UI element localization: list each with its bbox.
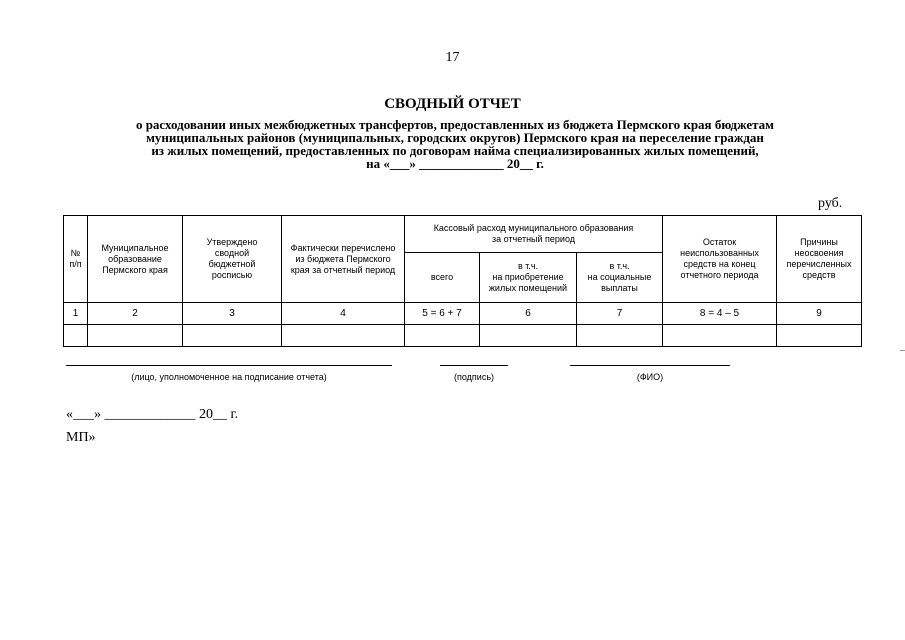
table-cell (405, 325, 480, 347)
header-text: в т.ч. (517, 261, 539, 271)
signature-label: (подпись) (453, 372, 495, 382)
table-cell (480, 325, 577, 347)
column-number-cell: 1 (64, 303, 88, 325)
fio-label: (ФИО) (636, 372, 664, 382)
report-date-line: на «___» _____________ 20__ г. (366, 156, 544, 171)
header-text: средств на конец (683, 259, 756, 269)
header-text: края за отчетный период (290, 264, 396, 275)
header-text: образование (108, 253, 162, 264)
currency-label: руб. (818, 196, 843, 211)
header-cell-reasons (777, 216, 862, 303)
table-header-row (64, 216, 862, 253)
header-text: жилых помещений (488, 283, 568, 293)
report-table (63, 215, 862, 347)
table-cell (64, 325, 88, 347)
header-text: Остаток (702, 237, 737, 247)
table-cell (88, 325, 183, 347)
column-number-cell: 8 = 4 – 5 (663, 303, 777, 325)
table-cell (777, 325, 862, 347)
header-cell-transferred (282, 216, 405, 303)
subtitle-line: муниципальных районов (муниципальных, городских округов) Пермского края на переселение граждан (146, 130, 764, 145)
table-row (64, 325, 862, 347)
header-cell-approved (183, 216, 282, 303)
header-text: выплаты (601, 283, 638, 293)
column-number-cell: 9 (777, 303, 862, 325)
column-number-cell: 4 (282, 303, 405, 325)
header-text: № (70, 248, 81, 258)
header-text: Утверждено (206, 237, 258, 247)
subtitle-line: из жилых помещений, предоставленных по договорам найма специализированных жилых помещений, (151, 143, 759, 158)
header-cell-cash-expense (405, 216, 663, 253)
header-text: Муниципальное (101, 242, 169, 253)
header-text: всего (430, 272, 454, 282)
table-cell (282, 325, 405, 347)
authorized-person-line (66, 365, 392, 366)
header-cell-number (64, 216, 88, 303)
header-cell-municipality (88, 216, 183, 303)
page-number: 17 (445, 50, 460, 65)
signature-line (440, 365, 508, 366)
table-cell (183, 325, 282, 347)
table-number-row (64, 303, 862, 325)
table-cell (663, 325, 777, 347)
header-text: на приобретение (492, 272, 564, 282)
header-text: бюджетной (208, 259, 256, 269)
header-text: неиспользованных (680, 248, 759, 258)
authorized-person-label: (лицо, уполномоченное на подписание отчета) (131, 372, 327, 382)
column-number-cell: 7 (577, 303, 663, 325)
header-text: Кассовый расход муниципального образования (433, 223, 634, 233)
subheader-cell-social (577, 253, 663, 303)
subheader-cell-housing (480, 253, 577, 303)
header-text: неосвоения (794, 248, 844, 258)
header-cell-remainder (663, 216, 777, 303)
header-text: на социальные (587, 272, 652, 282)
header-text: за отчетный период (491, 234, 576, 244)
header-text: в т.ч. (609, 261, 630, 271)
stamp-label: МП» (66, 430, 96, 445)
date-line: «___» _____________ 20__ г. (66, 407, 239, 422)
column-number-cell: 6 (480, 303, 577, 325)
scan-edge-mark (900, 350, 905, 351)
header-text: перечисленных (786, 259, 852, 269)
header-text: Причины (800, 237, 838, 247)
header-text: сводной (214, 248, 250, 258)
column-number-cell: 3 (183, 303, 282, 325)
table-cell (577, 325, 663, 347)
header-text: отчетного периода (680, 270, 759, 280)
header-text: п/п (69, 259, 82, 269)
subheader-cell-total (405, 253, 480, 303)
fio-line (570, 365, 730, 366)
header-text: Фактически перечислено (290, 242, 396, 253)
column-number-cell: 2 (88, 303, 183, 325)
header-text: росписью (211, 270, 253, 280)
header-text: Пермского края (102, 264, 168, 275)
header-text: средств (802, 270, 836, 280)
report-title: СВОДНЫЙ ОТЧЕТ (384, 96, 521, 112)
header-text: из бюджета Пермского (295, 253, 391, 264)
column-number-cell: 5 = 6 + 7 (405, 303, 480, 325)
subtitle-line: о расходовании иных межбюджетных трансфертов, предоставленных из бюджета Пермского края бюджетам (135, 117, 775, 132)
report-subtitle (60, 118, 850, 170)
